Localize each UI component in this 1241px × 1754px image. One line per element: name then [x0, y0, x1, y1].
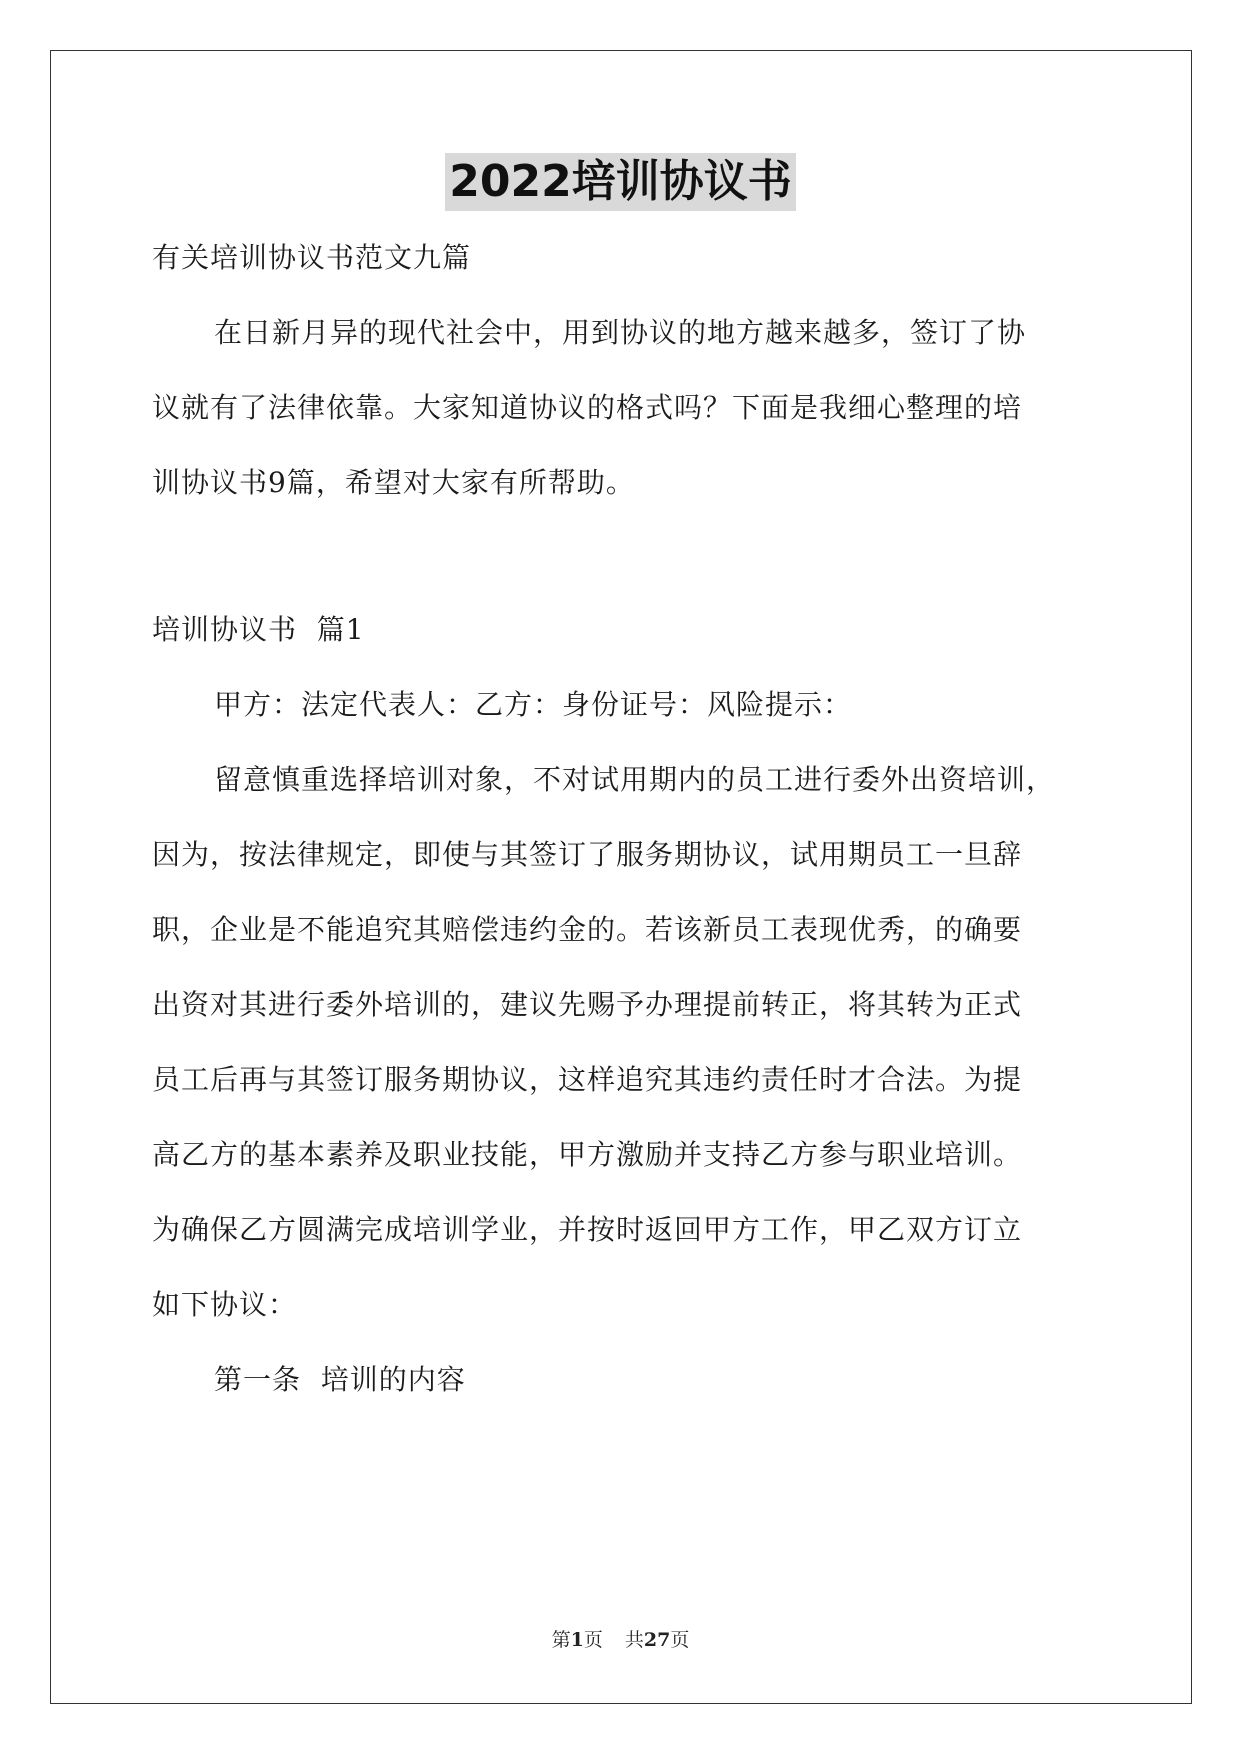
total-pages: 27: [643, 1629, 671, 1651]
parties-line: 甲方：法定代表人：乙方：身份证号：风险提示：: [214, 688, 853, 721]
body-line: 为确保乙方圆满完成培训学业，并按时返回甲方工作，甲乙双方订立: [152, 1213, 1023, 1246]
document-title: 2022培训协议书: [445, 153, 795, 211]
body-line: 出资对其进行委外培训的，建议先赐予办理提前转正，将其转为正式: [152, 988, 1023, 1021]
body-line: 如下协议：: [152, 1288, 298, 1321]
page-suffix: 页: [583, 1629, 603, 1651]
title-wrap: [0, 153, 1241, 211]
total-prefix: 共: [624, 1629, 644, 1651]
intro-line: 在日新月异的现代社会中，用到协议的地方越来越多，签订了协: [214, 316, 1027, 349]
section-heading: 培训协议书 篇1: [152, 613, 365, 646]
body-line: 职，企业是不能追究其赔偿违约金的。若该新员工表现优秀，的确要: [152, 913, 1023, 946]
body-line: 员工后再与其签订服务期协议，这样追究其违约责任时才合法。为提: [152, 1063, 1023, 1096]
total-suffix: 页: [670, 1629, 690, 1651]
page-border: [50, 50, 1192, 1704]
page-prefix: 第: [551, 1629, 571, 1651]
page-number: 1: [570, 1629, 584, 1651]
intro-line: 议就有了法律依靠。大家知道协议的格式吗？下面是我细心整理的培: [152, 391, 1023, 424]
article-heading: 第一条 培训的内容: [214, 1363, 466, 1396]
body-line: 因为，按法律规定，即使与其签订了服务期协议，试用期员工一旦辞: [152, 838, 1023, 871]
document-subtitle: 有关培训协议书范文九篇: [152, 241, 472, 274]
body-line: 留意慎重选择培训对象，不对试用期内的员工进行委外出资培训，: [214, 763, 1056, 796]
intro-line: 训协议书9篇，希望对大家有所帮助。: [152, 466, 635, 499]
page-footer: [0, 1627, 1241, 1653]
body-line: 高乙方的基本素养及职业技能，甲方激励并支持乙方参与职业培训。: [152, 1138, 1023, 1171]
